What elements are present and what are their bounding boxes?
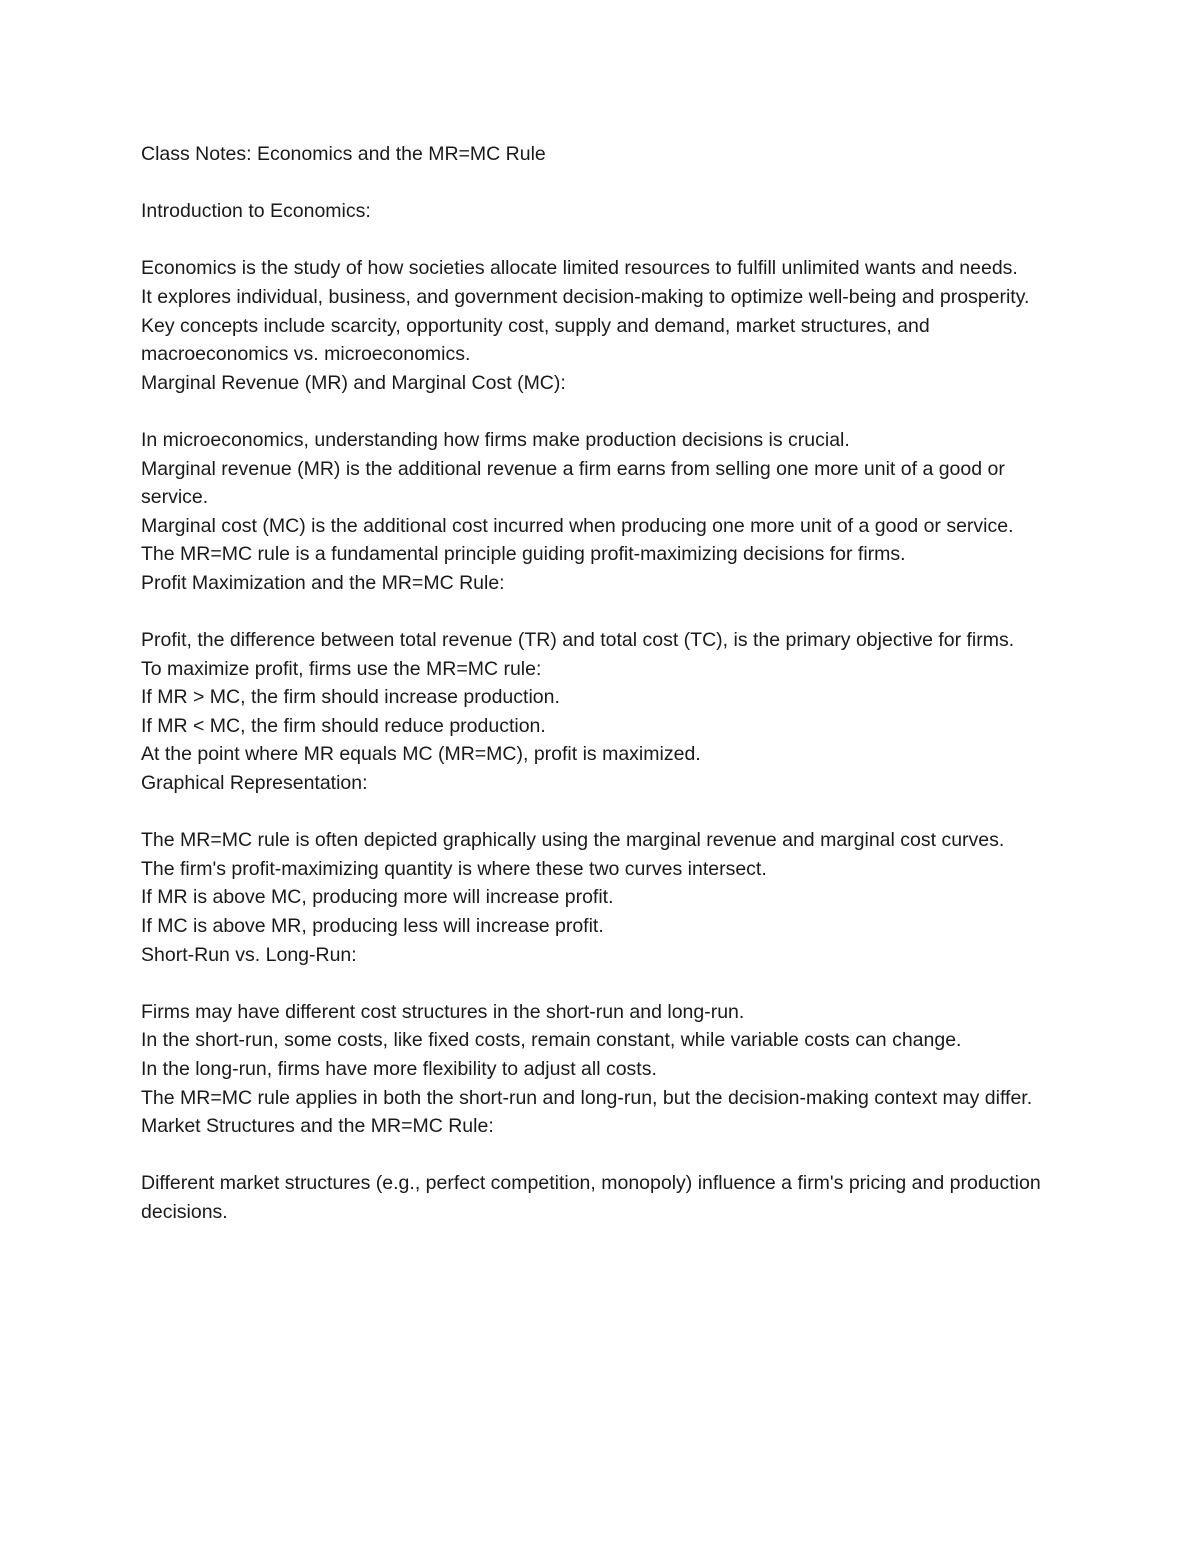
paragraph-line: Marginal cost (MC) is the additional cost incurred when producing one more unit of a good or service.	[141, 514, 1014, 537]
section-heading: Market Structures and the MR=MC Rule:	[141, 1115, 494, 1138]
document-body	[141, 140, 1061, 1227]
paragraph-line: If MR > MC, the firm should increase production.	[141, 686, 560, 709]
paragraph-line: Profit, the difference between total revenue (TR) and total cost (TC), is the primary objective for firms.	[141, 629, 1015, 652]
section-heading: Profit Maximization and the MR=MC Rule:	[141, 571, 505, 594]
paragraph-line: Key concepts include scarcity, opportunity cost, supply and demand, market structures, and macroeconomics vs. microeconomics.	[141, 314, 930, 366]
blank-line	[141, 1141, 1061, 1170]
paragraph-line: In microeconomics, understanding how firms make production decisions is crucial.	[141, 428, 850, 451]
paragraph-line: The MR=MC rule is often depicted graphically using the marginal revenue and marginal cost curves.	[141, 829, 1005, 852]
blank-line	[141, 226, 1061, 255]
paragraph-line: In the long-run, firms have more flexibility to adjust all costs.	[141, 1058, 657, 1080]
blank-line	[141, 169, 1061, 198]
paragraph-line: Marginal revenue (MR) is the additional revenue a firm earns from selling one more unit of a good or service.	[141, 457, 1005, 509]
paragraph-line: The firm's profit-maximizing quantity is where these two curves intersect.	[141, 857, 767, 880]
blank-line	[141, 798, 1061, 827]
paragraph-line: The MR=MC rule is a fundamental principle guiding profit-maximizing decisions for firms.	[141, 543, 906, 566]
paragraph-line: If MC is above MR, producing less will increase profit.	[141, 915, 604, 938]
blank-line	[141, 969, 1061, 998]
paragraph-line: In the short-run, some costs, like fixed costs, remain constant, while variable costs can change.	[141, 1029, 962, 1052]
paragraph-line: Firms may have different cost structures in the short-run and long-run.	[141, 1000, 745, 1023]
paragraph-line: It explores individual, business, and government decision-making to optimize well-being and prosperity.	[141, 285, 1030, 308]
section-heading: Introduction to Economics:	[141, 200, 371, 223]
section-heading: Short-Run vs. Long-Run:	[141, 943, 357, 966]
blank-line	[141, 598, 1061, 627]
paragraph-line: To maximize profit, firms use the MR=MC rule:	[141, 657, 542, 680]
paragraph-line: Different market structures (e.g., perfect competition, monopoly) influence a firm's pricing and production decisions.	[141, 1172, 1041, 1223]
paragraph-line: The MR=MC rule applies in both the short-run and long-run, but the decision-making context may differ.	[141, 1086, 1033, 1109]
blank-line	[141, 397, 1061, 426]
document-title: Class Notes: Economics and the MR=MC Rule	[141, 143, 546, 165]
paragraph-line: If MR is above MC, producing more will increase profit.	[141, 886, 614, 909]
paragraph-line: Economics is the study of how societies allocate limited resources to fulfill unlimited wants and needs.	[141, 257, 1018, 280]
section-heading: Graphical Representation:	[141, 772, 368, 795]
section-heading: Marginal Revenue (MR) and Marginal Cost (MC):	[141, 371, 566, 394]
paragraph-line: If MR < MC, the firm should reduce production.	[141, 714, 546, 737]
paragraph-line: At the point where MR equals MC (MR=MC), profit is maximized.	[141, 743, 701, 766]
